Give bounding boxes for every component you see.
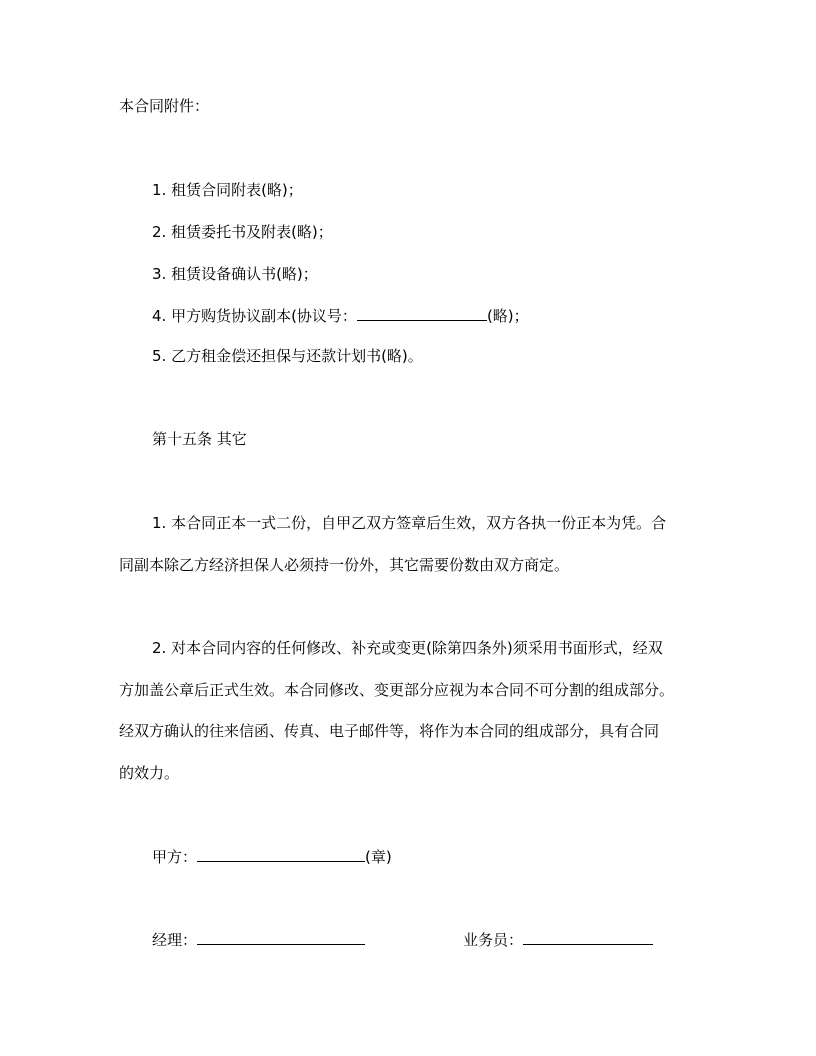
clause-2-line-2: 方加盖公章后正式生效。本合同修改、变更部分应视为本合同不可分割的组成部分。 <box>119 681 675 699</box>
clause-1-line-1: 1. 本合同正本一式二份，自甲乙双方签章后生效，双方各执一份正本为凭。合 <box>152 514 667 532</box>
attachment-item-4 <box>152 305 529 326</box>
attachment-item-4-text: 4. 甲方购货协议副本(协议号： <box>152 307 357 325</box>
manager-label: 经理： <box>152 931 198 949</box>
attachments-heading: 本合同附件： <box>119 97 210 115</box>
clause-2-line-4: 的效力。 <box>119 764 180 782</box>
salesperson-label: 业务员： <box>463 931 524 949</box>
party-a-blank <box>197 846 365 862</box>
party-a-seal-label: (章) <box>365 848 392 866</box>
salesperson-blank <box>523 929 653 945</box>
agreement-number-blank <box>357 305 487 321</box>
party-a-label: 甲方： <box>152 848 198 866</box>
clause-2-line-1: 2. 对本合同内容的任何修改、补充或变更(除第四条外)须采用书面形式，经双 <box>152 639 663 657</box>
attachment-item-2: 2. 租赁委托书及附表(略)； <box>152 223 333 241</box>
attachment-item-3: 3. 租赁设备确认书(略)； <box>152 265 318 283</box>
party-a-signature-line <box>152 846 392 867</box>
article-15-heading: 第十五条 其它 <box>152 430 247 448</box>
attachment-item-1: 1. 租赁合同附表(略)； <box>152 181 303 199</box>
manager-blank <box>197 929 365 945</box>
manager-signature-line <box>152 929 365 950</box>
attachment-item-5: 5. 乙方租金偿还担保与还款计划书(略)。 <box>152 347 423 365</box>
attachment-item-4-suffix: (略)； <box>486 307 529 325</box>
salesperson-signature-line <box>463 929 653 950</box>
clause-2-line-3: 经双方确认的往来信函、传真、电子邮件等，将作为本合同的组成部分，具有合同 <box>119 722 660 740</box>
clause-1-line-2: 同副本除乙方经济担保人必须持一份外，其它需要份数由双方商定。 <box>119 556 570 574</box>
